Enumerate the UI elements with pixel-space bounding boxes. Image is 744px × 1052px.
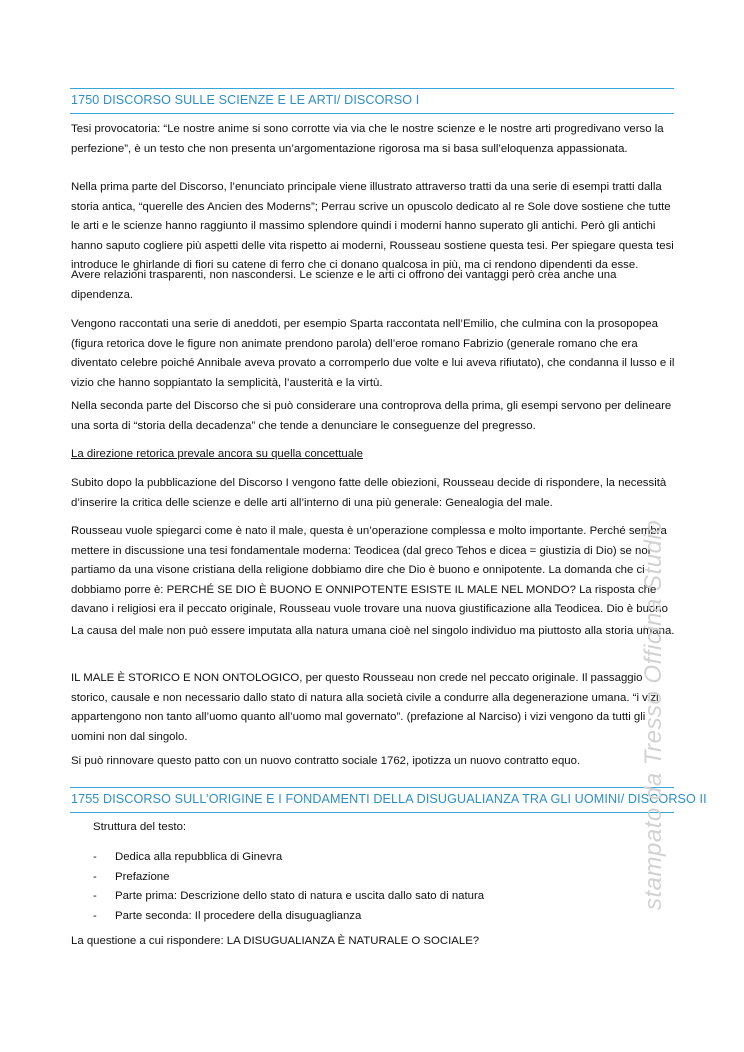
- paragraph: Nella prima parte del Discorso, l’enunciato principale viene illustrato attraverso tratti da una serie di esempi tratti dalla storia antica, “querelle des Ancien des Moderns”; Perrau scrive un opuscolo dedicato al re Sole dove sostiene che tutte le arti e le scienze hanno raggiunto il massimo splendore quindi i moderni hanno superato gli antichi. Però gli antichi hanno saputo cogliere più aspetti delle vita rispetto ai moderni, Rousseau sostiene questa tesi. Per spiegare questa tesi introduce le ghirlande di fiori su catene di ferro che ci donano qualcosa in più, ma ci rendono dipendenti da esse.: [71, 181, 674, 271]
- list-item: - Parte seconda: Il procedere della disuguaglianza: [93, 907, 653, 927]
- paragraph: Nella seconda parte del Discorso che si può considerare una controprova della prima, gli esempi servono per delineare una sorta di “storia della decadenza” che tende a denunciare le conseguenze del pregresso.: [71, 400, 672, 432]
- section-heading-discorso-2: 1755 DISCORSO SULL’ORIGINE E I FONDAMENTI DELLA DISUGUALIANZA TRA GLI UOMINI/ DISCORSO II: [71, 792, 707, 806]
- dash-bullet: -: [93, 890, 97, 902]
- paragraph: Rousseau vuole spiegarci come è nato il male, questa è un’operazione complessa e molto importante. Perché sembra mettere in discussione una tesi fondamentale moderna: Teodicea (dal greco Tehos e dicea = giustizia di Dio) se noi partiamo da una visone cristiana della religione dobbiamo dire che Dio è buono e onnipotente. La domanda che ci dobbiamo porre è: PERCHÉ SE DIO È BUONO E ONNIPOTENTE ESISTE IL MALE NEL MONDO? La risposta che davano i religiosi era il peccato originale, Rousseau vuole trovare una nuova giustificazione alla Teodicea. Dio è buono: [71, 525, 668, 615]
- heading-rule-bottom: [70, 113, 674, 114]
- section-heading-discorso-1: 1750 DISCORSO SULLE SCIENZE E LE ARTI/ DISCORSO I: [71, 93, 420, 107]
- paragraph: Si può rinnovare questo patto con un nuovo contratto sociale 1762, ipotizza un nuovo contratto equo.: [71, 755, 581, 767]
- list-item: - Prefazione: [93, 868, 653, 888]
- heading-rule-top: [70, 787, 674, 788]
- dash-bullet: -: [93, 909, 97, 922]
- list-item: - Parte prima: Descrizione dello stato di natura e uscita dallo sato di natura: [93, 887, 653, 907]
- paragraph: La questione a cui rispondere: LA DISUGUALIANZA È NATURALE O SOCIALE?: [71, 935, 480, 947]
- paragraph: La causa del male non può essere imputata alla natura umana cioè nel singolo individuo ma piuttosto alla storia umana.: [71, 625, 675, 637]
- underlined-note: La direzione retorica prevale ancora su quella concettuale: [71, 448, 363, 460]
- structure-list: [93, 848, 653, 926]
- paragraph: Subito dopo la pubblicazione del Discorso I vengono fatte delle obiezioni, Rousseau decide di rispondere, la necessità d’inserire la critica delle scienze e delle arti all’interno di una più generale: Genealogia del male.: [71, 477, 667, 509]
- paragraph: IL MALE È STORICO E NON ONTOLOGICO, per questo Rousseau non crede nel peccato originale. Il passaggio storico, causale e non necessario dallo stato di natura alla società civile a condurre alla degenerazione umana. “i vizi appartengono non tanto all’uomo quanto all’uomo mal governato”. (prefazione al Narciso) i vizi vengono da tutti gli uomini non dal singolo.: [71, 672, 659, 743]
- heading-rule-bottom: [70, 812, 674, 813]
- heading-rule-top: [70, 88, 674, 89]
- paragraph: Vengono raccontati una serie di aneddoti, per esempio Sparta raccontata nell’Emilio, che culmina con la prosopopea (figura retorica dove le figure non animate prendono parola) dell’eroe romano Fabrizio (generale romano che era diventato celebre poiché Annibale aveva provato a corromperlo due volte e lui aveva rifiutato), che condanna il lusso e il vizio che hanno soppiantato la semplicità, l’austerità e la virtù.: [71, 318, 675, 389]
- paragraph: Tesi provocatoria: “Le nostre anime si sono corrotte via via che le nostre scienze e le nostre arti progredivano verso la perfezione”, è un testo che non presenta un’argomentazione rigorosa ma si basa sull’eloquenza appassionata.: [71, 123, 664, 155]
- watermark: stampato da Tresso Officina Studio: [640, 519, 667, 910]
- structure-label: Struttura del testo:: [93, 821, 187, 833]
- dash-bullet: -: [93, 870, 97, 883]
- dash-bullet: -: [93, 851, 97, 863]
- list-item: - Dedica alla repubblica di Ginevra: [93, 848, 653, 868]
- paragraph: Avere relazioni trasparenti, non nascondersi. Le scienze e le arti ci offrono dei vantaggi però crea anche una dipendenza.: [71, 269, 617, 301]
